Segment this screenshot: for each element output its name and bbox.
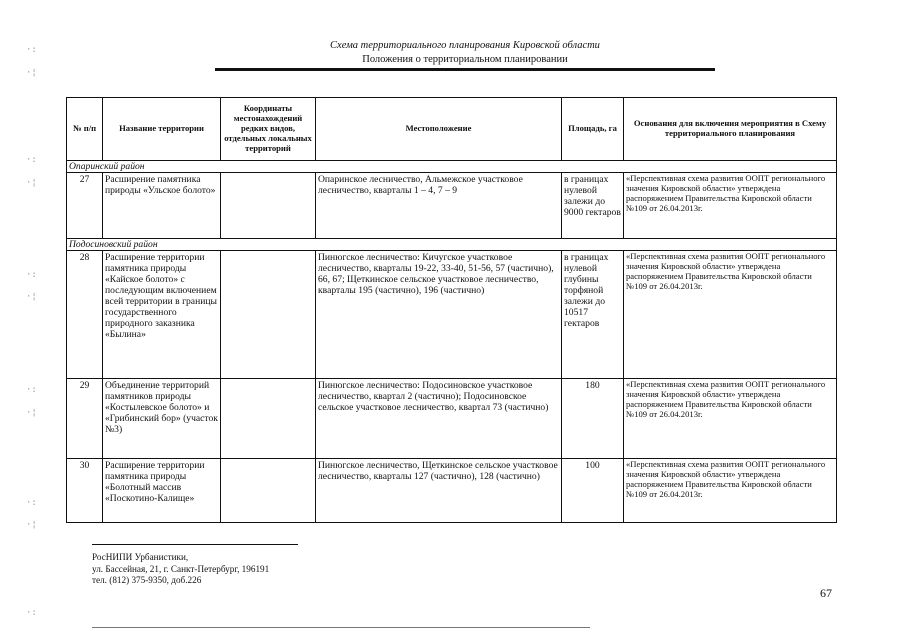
footer-divider <box>92 544 298 545</box>
col-header-basis: Основания для включения мероприятия в Схему территориального планирования <box>624 98 837 161</box>
document-subtitle: Положения о территориальном планировании <box>362 54 568 65</box>
col-header-area: Площадь, га <box>562 98 624 161</box>
row-area: в границах нулевой залежи до 9000 гектаров <box>562 173 624 239</box>
row-basis: «Перспективная схема развития ООПТ регионального значения Кировской области» утверждена распоряжением Правительства Кировской области №109 от 26.04.2013г. <box>624 379 837 459</box>
margin-mark: ·: <box>26 608 37 618</box>
row-area: 100 <box>562 459 624 523</box>
row-location: Пинюгское лесничество: Подосиновское участковое лесничество, квартал 2 (частично); Подосиновское сельское участковое лесничество, квартал 73 (частично) <box>316 379 562 459</box>
margin-mark: ·: <box>26 385 37 395</box>
table-row <box>67 459 837 523</box>
district-row <box>67 161 837 173</box>
row-area: в границах нулевой глубины торфяной залежи до 10517 гектаров <box>562 251 624 379</box>
margin-mark: ·: <box>26 498 37 508</box>
row-num: 28 <box>67 251 103 379</box>
row-basis: «Перспективная схема развития ООПТ регионального значения Кировской области» утверждена распоряжением Правительства Кировской области №109 от 26.04.2013г. <box>624 173 837 239</box>
row-name: Расширение территории памятника природы «Кайское болото» с последующим включением всей территории в границы государственного природного заказника «Былина» <box>103 251 221 379</box>
row-location: Пинюгское лесничество, Щеткинское сельское участковое лесничество, кварталы 127 (частично), 128 (частично) <box>316 459 562 523</box>
row-num: 29 <box>67 379 103 459</box>
row-area: 180 <box>562 379 624 459</box>
bottom-divider <box>92 627 590 628</box>
row-location: Опаринское лесничество, Альмежское участковое лесничество, кварталы 1 – 4, 7 – 9 <box>316 173 562 239</box>
margin-mark: ·¦ <box>26 520 37 530</box>
row-basis: «Перспективная схема развития ООПТ регионального значения Кировской области» утверждена распоряжением Правительства Кировской области №109 от 26.04.2013г. <box>624 251 837 379</box>
district-row <box>67 239 837 251</box>
table-row <box>67 251 837 379</box>
table-row <box>67 379 837 459</box>
row-coords <box>221 173 316 239</box>
margin-mark: ·: <box>26 45 37 55</box>
district-name: Опаринский район <box>67 161 837 173</box>
document-title: Схема территориального планирования Кировской области <box>330 40 600 51</box>
row-coords <box>221 251 316 379</box>
footer-address: ул. Бассейная, 21, г. Санкт-Петербург, 196191 <box>92 563 270 574</box>
col-header-name: Название территории <box>103 98 221 161</box>
margin-mark: ·¦ <box>26 68 37 78</box>
col-header-location: Местоположение <box>316 98 562 161</box>
page-number: 67 <box>820 586 832 600</box>
planning-table <box>66 97 837 523</box>
district-name: Подосиновский район <box>67 239 837 251</box>
row-num: 30 <box>67 459 103 523</box>
margin-mark: ·¦ <box>26 292 37 302</box>
table-header-row <box>67 98 837 161</box>
margin-mark: ·¦ <box>26 408 37 418</box>
col-header-coords: Координаты местонахождений редких видов, отдельных локальных территорий <box>221 98 316 161</box>
margin-mark: ·: <box>26 270 37 280</box>
row-coords <box>221 379 316 459</box>
margin-mark: ·¦ <box>26 178 37 188</box>
header-divider <box>215 68 715 71</box>
row-basis: «Перспективная схема развития ООПТ регионального значения Кировской области» утверждена распоряжением Правительства Кировской области №109 от 26.04.2013г. <box>624 459 837 523</box>
col-header-num: № п/п <box>67 98 103 161</box>
row-coords <box>221 459 316 523</box>
margin-mark: ·: <box>26 155 37 165</box>
footer-block <box>92 552 269 587</box>
row-location: Пинюгское лесничество: Кичугское участковое лесничество, кварталы 19-22, 33-40, 51-56, 57 (частично), 66, 67; Щеткинское сельское участковое лесничество, кварталы 195 (частично), 196 (частично) <box>316 251 562 379</box>
row-name: Расширение территории памятника природы «Болотный массив «Поскотино-Калище» <box>103 459 221 523</box>
table-row <box>67 173 837 239</box>
row-num: 27 <box>67 173 103 239</box>
footer-org: РосНИПИ Урбанистики, <box>92 552 189 562</box>
footer-phone: тел. (812) 375-9350, доб.226 <box>92 575 202 585</box>
row-name: Расширение памятника природы «Ульское болото» <box>103 173 221 239</box>
row-name: Объединение территорий памятников природы «Костылевское болото» и «Грибинский бор» (участок №3) <box>103 379 221 459</box>
